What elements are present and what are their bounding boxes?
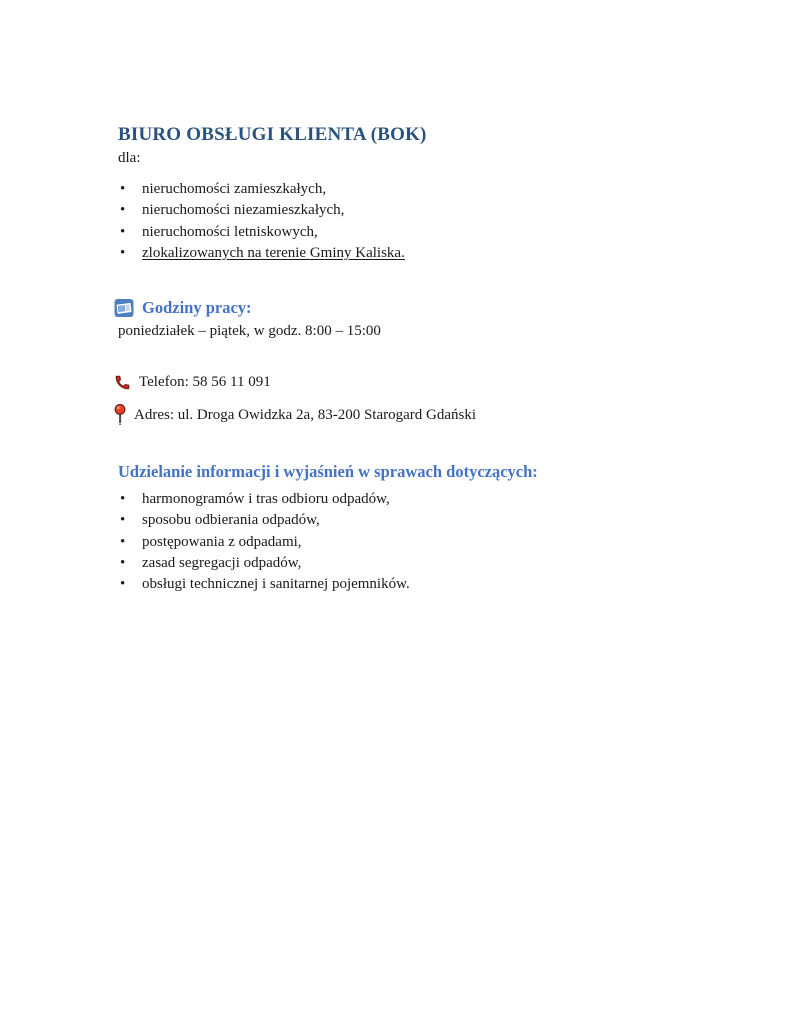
address-row [114,404,476,426]
list-item-continuation [118,243,405,264]
for-label: dla: [118,150,141,166]
list-item: • nieruchomości letniskowych, [118,222,405,243]
list-item: • harmonogramów i tras odbioru odpadów, [118,489,410,510]
phone-row [114,372,271,393]
newspaper-icon [114,298,134,318]
pin-icon [114,404,126,426]
phone-text: Telefon: 58 56 11 091 [139,374,271,390]
list-item: • obsługi technicznej i sanitarnej pojemników. [118,574,410,595]
list-item: • nieruchomości zamieszkałych, [118,179,405,200]
info-topics-list [118,489,410,595]
hours-heading-label: Godziny pracy: [142,298,252,317]
list-item: • postępowania z odpadami, [118,532,410,553]
list-item: • nieruchomości niezamieszkałych, [118,200,405,221]
property-types-list [118,179,405,264]
address-text: Adres: ul. Droga Owidzka 2a, 83-200 Starogard Gdański [134,406,477,423]
page-title: BIURO OBSŁUGI KLIENTA (BOK) [118,124,427,145]
hours-section-heading [114,297,252,318]
info-section-heading: Udzielanie informacji i wyjaśnień w sprawach dotyczących: [118,462,538,481]
list-item: • zasad segregacji odpadów, [118,553,410,574]
list-item: • sposobu odbierania odpadów, [118,510,410,531]
hours-text: poniedziałek – piątek, w godz. 8:00 – 15:00 [118,323,381,339]
location-note: zlokalizowanych na terenie Gminy Kaliska. [142,244,405,261]
phone-icon [114,374,131,391]
